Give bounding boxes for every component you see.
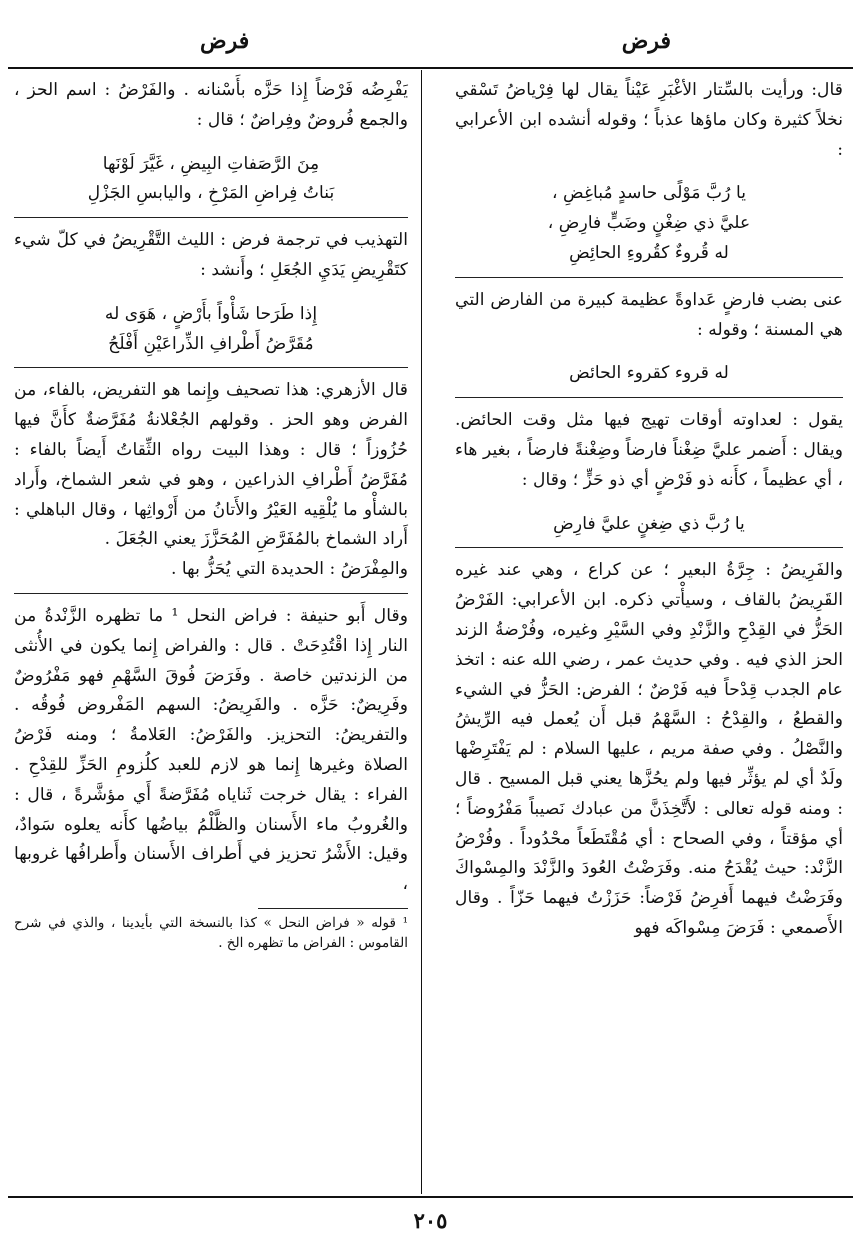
footnote: ¹ قوله « فراض النحل » كذا بالنسخة التي بأيدينا ، والذي في شرح القاموس : الفراض ما تظهره الخ .: [14, 914, 408, 951]
paragraph: والفَرِيضُ : جِرَّةُ البعير ؛ عن كراع ، وهي عند غيره القَرِيضُ بالقاف ، وسيأْتي ذكره. ابن الأعرابي: الفَرْضُ الحَزُّ في القِدْحِ والزَّنْدِ وفي السَّيْرِ وغيره، وفُرْضةُ الزند الحز الذي فيه . وفي حديث عمر ، رضي الله عنه : اتخذ عام الجدب قِدْحاً فيه فَرْضٌ ؛ الفرض: الحَزُّ في الشيء والقطعُ ، والقِدْحُ : السَّهْمُ قبل أَن يُعمل فيه الرِّيشُ والنَّصْلُ . وفي صفة مريم ، عليها السلام : لم يَفْتَرِضْها ولَدٌ أي لم يؤثِّر فيها ولم يحُزَّها يعني قبل المسيح . قال : ومنه قوله تعالى : لأَتَّخِذَنَّ من عبادك نَصيباً مَفْرُوضاً ؛ أي مؤقتاً ، وفي الصحاح : أي مُقْتَطَعاً محْدُوداً . وفُرْضُ الزَّنْد: حيث يُقْدَحُ منه. وفَرَضْتُ العُودَ والزَّنْدَ والمِسْواكَ وفَرَضْتُ فيهما أَفرِضُ فَرْضاً: حَزَزْتُ فيهما حَزّاً . وقال الأَصمعي : فَرَضَ مِسْواكَه فهو: [455, 560, 843, 938]
verse-line: له قُروءٌ كقُروءِ الحائِضِ: [569, 242, 729, 263]
separator: [14, 367, 408, 368]
left-column: [14, 76, 408, 953]
verse-line: إِذا طَرَحا شَأْواً بأَرْضٍ ، هَوَى له: [104, 303, 318, 324]
separator: [455, 277, 843, 278]
footnote-rule: [258, 908, 408, 909]
paragraph: وقال أَبو حنيفة : فراض النحل ¹ ما تظهره الزَّنْدةُ من النار إِذا اقْتُدِحَتْ . قال : والفراض إِنما يكون في الأُنثى من الزندتين خاصة . وفَرَضَ فُوقَ السَّهْمِ فهو مَفْرُوضٌ وفَرِيضٌ: حَزَّه . والفَرِيضُ: السهم المَفْروض فُوقُه . والتفريضُ: التحزيز. والفَرْضُ: العَلامةُ ؛ ومنه فَرْضُ الصلاة وغيرها إِنما هو لازم للعبد كلُزومِ الحَزِّ للقِدْحِ . الفراء : يقال خرجت ثَناياه مُفَرَّضةً أَي مؤشَّرةً ، قال : والغُروبُ ماء الأَسنان والظَّلْمُ بياضُها كأَنه يعلوه سَوادٌ، وقيل: الأَشْرُ تحزيز في أَطراف الأَسنان وأَطرافُها غروبها ،: [14, 605, 408, 895]
paragraph: عنى بضب فارضٍ عَداوةً عظيمة كبيرة من الفارض التي هي المسنة ؛ وقوله :: [455, 289, 843, 340]
right-column: [455, 76, 843, 944]
paragraph: قال الأزهري: هذا تصحيف وإِنما هو التفريض، بالفاء، من الفرض وهو الحز . وقولهم الجُعْلانةُ مُفَرَّضةٌ كأَنَّ فيها حُزُوزاً ؛ قال : وهذا البيت رواه الثِّقاتُ أَيضاً بالفاء : مُفَرَّضُ أَطْرافِ الذراعين ، وهو في شعر الشماخ، وأَراد بالشأْو ما يُلْقِيه العَيْرُ والأَتانُ من أَرْواثِها ، وقال الباهلي : أَراد الشماخ بالمُفَرَّضِ المُحَزَّزَ يعني الجُعَلَ .: [14, 380, 408, 550]
verse-line: مِنَ الرَّصَفاتِ البِيضِ ، غَيَّرَ لَوْنَها: [102, 153, 320, 174]
verse-line: بَناتُ فِراضِ المَرْخِ ، واليابسِ الجَزْلِ: [87, 183, 335, 204]
paragraph: يَفْرِضُه فَرْضاً إِذا حَزَّه بأَسْنانه . والفَرْضُ : اسم الحز ، والجمع فُروضٌ وفِراضٌ ؛ قال :: [14, 80, 408, 130]
separator: [14, 593, 408, 594]
paragraph: التهذيب في ترجمة فرض : الليث التَّقْرِيضُ في كلّ شيء كتَقْرِيضِ يَدَيِ الجُعَلِ ؛ وأَنشد :: [14, 230, 408, 280]
verse-line: يا رُبَّ ذي ضِغنٍ عليَّ فارِضِ: [553, 513, 745, 534]
verse-line: عليَّ ذي ضِغْنٍ وضَبٍّ فارِضِ ،: [547, 213, 751, 234]
separator: [455, 397, 843, 398]
verse-line: مُقَرَّضُ أَطْرافِ الذِّراعَيْنِ أَفْلَحُ: [108, 333, 314, 354]
column-divider: [421, 70, 422, 1194]
paragraph: قال: ورأيت بالسِّتار الأغْبَرِ عَيْناً يقال لها فِرْياضُ تَسْقي نخلاً كثيرة وكان ماؤها عذباً ؛ وقوله أنشده ابن الأعرابي :: [455, 80, 843, 160]
separator: [455, 547, 843, 548]
page-number: ٢٠٥: [413, 1208, 448, 1233]
separator: [14, 217, 408, 218]
paragraph: يقول : لعداوته أوقات تهيج فيها مثل وقت الحائض. ويقال : أَضمر عليَّ ضِغْناً فارضاً وضِغْنةً فارضاً ، بغير هاء ، أي عظيماً ، كأَنه ذو فَرْضٍ أي ذو حَزٍّ ؛ وقال :: [455, 410, 843, 490]
bottom-rule: [8, 1196, 853, 1198]
paragraph: والمِفْرَضُ : الحديدة التي يُحَزُّ بها .: [170, 559, 408, 580]
verse-line: يا رُبَّ مَوْلًى حاسدٍ مُباغِضِ ،: [552, 183, 746, 204]
header-left-title: فرض: [200, 28, 250, 54]
verse-line: له قروء كقروء الحائض: [569, 363, 729, 384]
header-right-title: فرض: [621, 28, 671, 54]
top-rule: [8, 67, 853, 69]
